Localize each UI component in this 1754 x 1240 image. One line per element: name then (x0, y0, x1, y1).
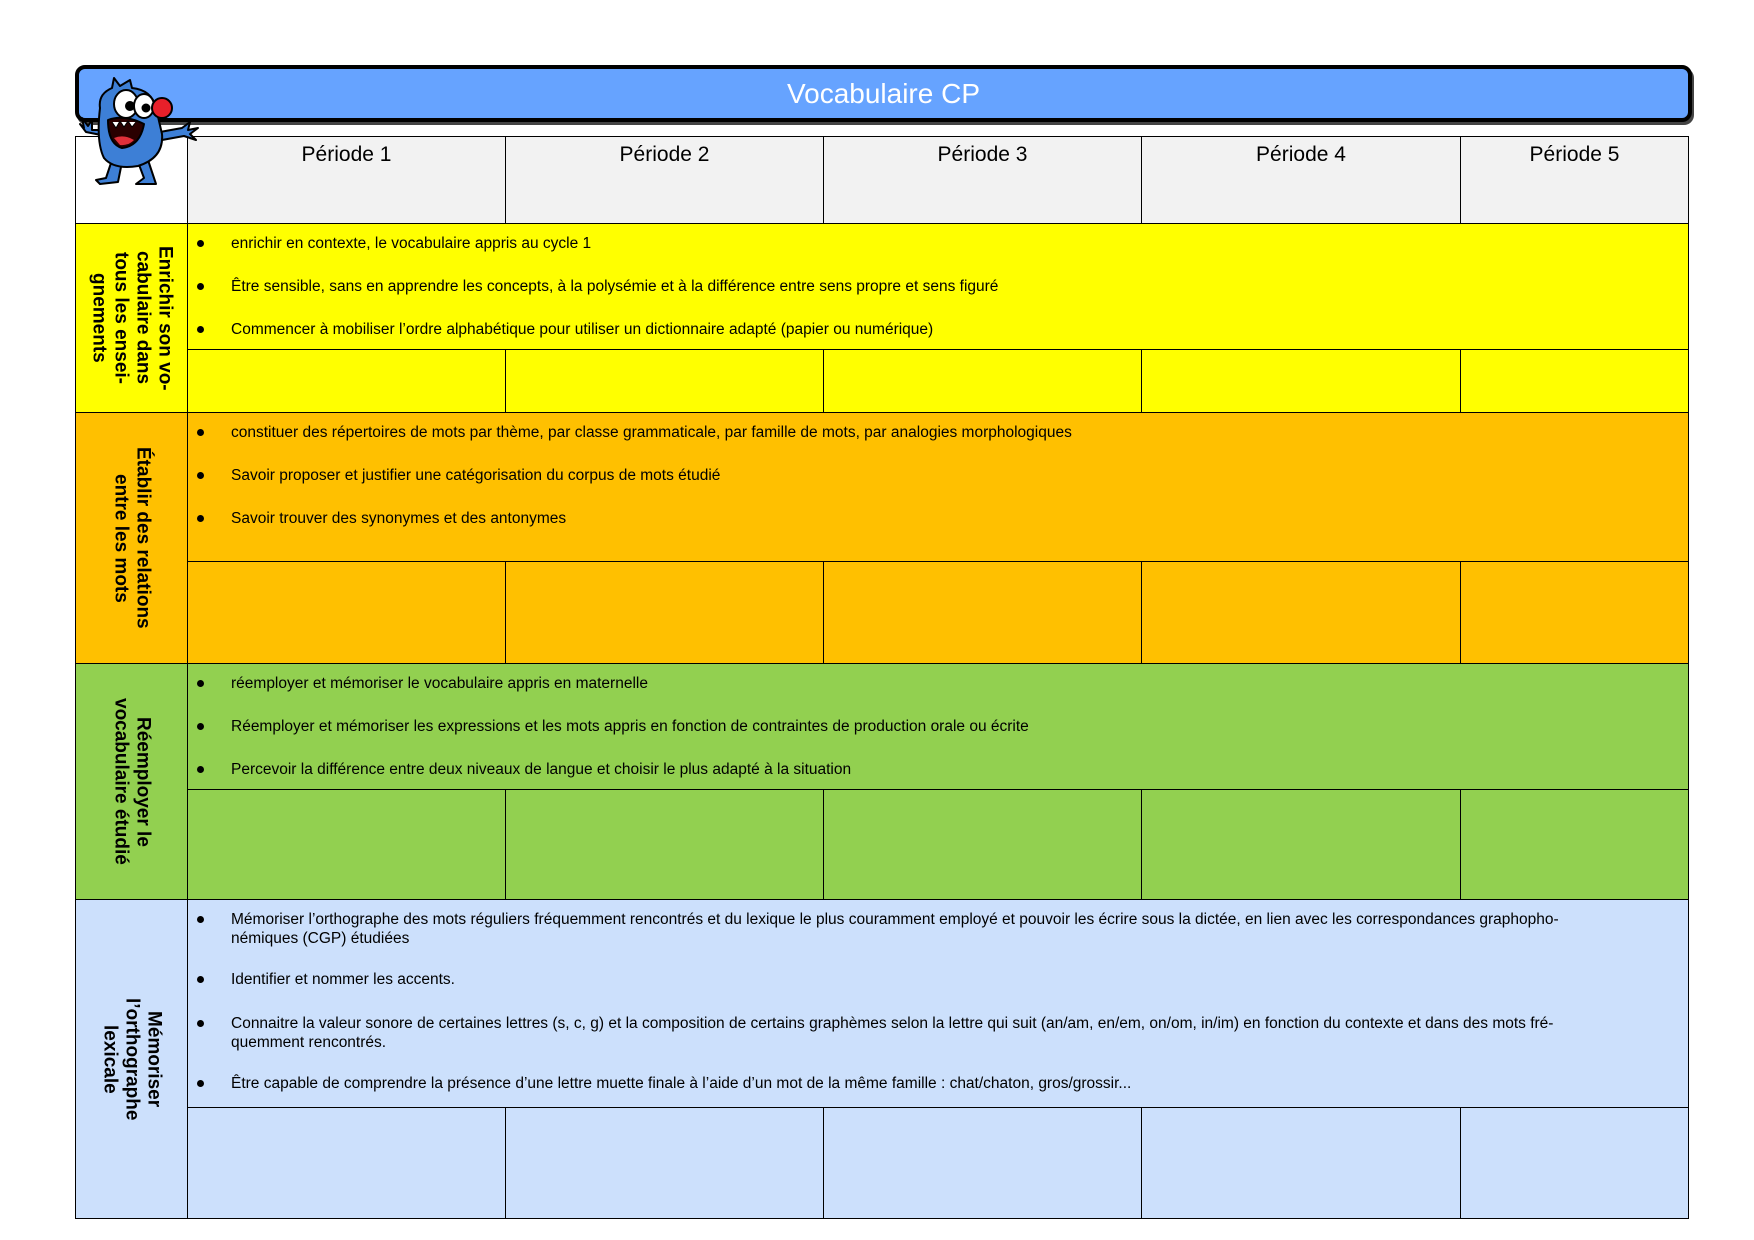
row-label-text: Enrichir son vo- cabulaire dans tous les ensei- gnements (88, 245, 176, 391)
row-label-text: Mémoriser l’orthographe lexicale (99, 997, 165, 1121)
row-label-reemployer (75, 663, 188, 900)
header-periode-3: Période 3 (823, 136, 1142, 224)
header-periode-2: Période 2 (505, 136, 824, 224)
period-cell (823, 789, 1142, 900)
period-cell (1460, 349, 1689, 413)
title-bar (75, 65, 1692, 122)
period-cell (1460, 1107, 1689, 1219)
header-periode-1: Période 1 (187, 136, 506, 224)
objective-item: constituer des répertoires de mots par thème, par classe grammaticale, par famille de mots, par analogies morphologiques (196, 423, 1672, 442)
period-cell (823, 561, 1142, 664)
objective-item: Percevoir la différence entre deux niveaux de langue et choisir le plus adapté à la situation (196, 760, 1672, 779)
period-cell (1460, 789, 1689, 900)
objective-item: Savoir trouver des synonymes et des antonymes (196, 509, 1672, 528)
period-cell (1460, 561, 1689, 664)
period-cell (1141, 789, 1461, 900)
row-label-text: Établir des relations entre les mots (110, 447, 154, 629)
period-cell (1141, 349, 1461, 413)
objective-item: Réemployer et mémoriser les expressions et les mots appris en fonction de contraintes de production orale ou écrite (196, 717, 1672, 736)
period-cell (187, 561, 506, 664)
objective-item: réemployer et mémoriser le vocabulaire appris en maternelle (196, 674, 1672, 693)
row-objectives-memoriser (187, 899, 1689, 1108)
objective-item: Commencer à mobiliser l’ordre alphabétique pour utiliser un dictionnaire adapté (papier ou numérique) (196, 320, 1672, 339)
period-cell (187, 789, 506, 900)
period-cell (1141, 1107, 1461, 1219)
objective-item: enrichir en contexte, le vocabulaire appris au cycle 1 (196, 234, 1672, 253)
objective-item: Connaitre la valeur sonore de certaines lettres (s, c, g) et la composition de certains graphèmes selon la lettre qui suit (an/am, en/em, on/om, in/im) en fonction du contexte et dans des mots fré- quemment rencontrés. (196, 1014, 1672, 1052)
planning-table (75, 136, 1689, 1219)
period-cell (1141, 561, 1461, 664)
objective-item: Identifier et nommer les accents. (196, 970, 1672, 989)
period-cell (823, 349, 1142, 413)
period-cell (187, 349, 506, 413)
row-label-memoriser (75, 899, 188, 1219)
row-label-relations (75, 412, 188, 664)
period-cell (505, 1107, 824, 1219)
objective-item: Savoir proposer et justifier une catégorisation du corpus de mots étudié (196, 466, 1672, 485)
monster-mascot-icon (78, 74, 202, 192)
period-cell (505, 349, 824, 413)
period-cell (187, 1107, 506, 1219)
period-cell (505, 789, 824, 900)
period-cell (823, 1107, 1142, 1219)
header-periode-5: Période 5 (1460, 136, 1689, 224)
row-objectives-enrichir (187, 223, 1689, 350)
row-label-enrichir (75, 223, 188, 413)
page-title: Vocabulaire CP (786, 77, 980, 109)
period-cell (505, 561, 824, 664)
objective-item: Mémoriser l’orthographe des mots réguliers fréquemment rencontrés et du lexique le plus couramment employé et pouvoir les écrire sous la dictée, en lien avec les correspondances graphopho- némiques (CGP) étudiées (196, 910, 1672, 948)
objective-item: Être capable de comprendre la présence d’une lettre muette finale à l’aide d’un mot de la même famille : chat/chaton, gros/grossir... (196, 1074, 1672, 1093)
row-objectives-reemployer (187, 663, 1689, 790)
objective-item: Être sensible, sans en apprendre les concepts, à la polysémie et à la différence entre sens propre et sens figuré (196, 277, 1672, 296)
row-objectives-relations (187, 412, 1689, 562)
header-periode-4: Période 4 (1141, 136, 1461, 224)
row-label-text: Réemployer le vocabulaire étudié (110, 698, 154, 865)
